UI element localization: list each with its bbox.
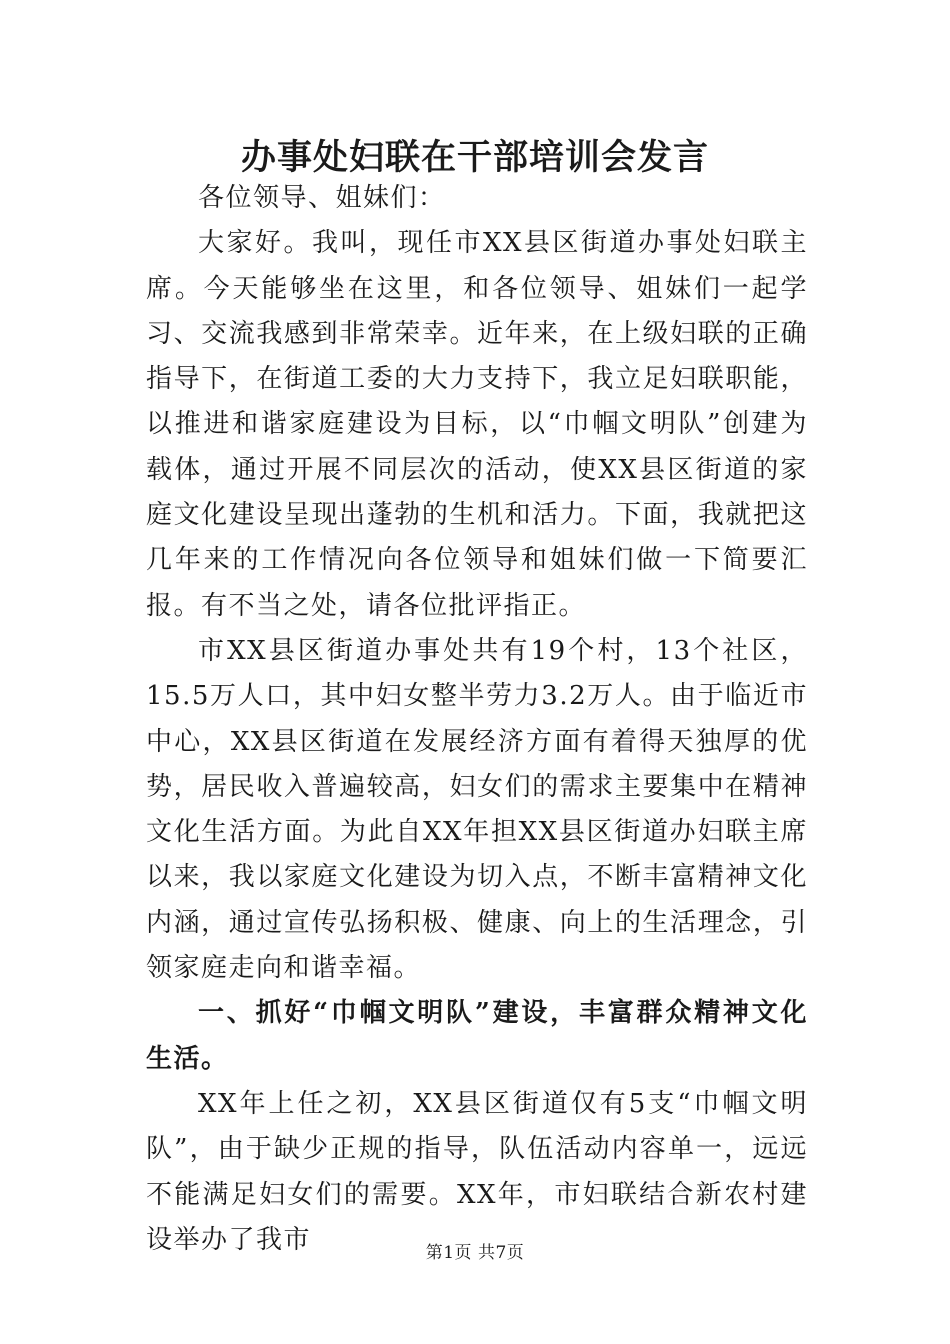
salutation-paragraph: 各位领导、姐妹们： (198, 183, 446, 213)
document-body (146, 176, 808, 1263)
page-number-footer: 第1页 共7页 (425, 1243, 525, 1263)
body-paragraph: XX年上任之初，XX县区街道仅有5支“巾帼文明队”，由于缺少正规的指导，队伍活动内容单一，远远不能满足妇女们的需要。XX年，市妇联结合新农村建设举办了我市 (146, 1088, 808, 1255)
body-paragraph: 市XX县区街道办事处共有19个村，13个社区，15.5万人口，其中妇女整半劳力3.2万人。由于临近市中心，XX县区街道在发展经济方面有着得天独厚的优势，居民收入普遍较高，妇女们的需求主要集中在精神文化生活方面。为此自XX年担XX县区街道办妇联主席以来，我以家庭文化建设为切入点，不断丰富精神文化内涵，通过宣传弘扬积极、健康、向上的生活理念，引领家庭走向和谐幸福。 (146, 635, 808, 984)
document-title: 办事处妇联在干部培训会发言 (240, 137, 709, 178)
section-heading: 一、抓好“巾帼文明队”建设，丰富群众精神文化生活。 (146, 998, 808, 1074)
body-paragraph: 大家好。我叫，现任市XX县区街道办事处妇联主席。今天能够坐在这里，和各位领导、姐妹们一起学习、交流我感到非常荣幸。近年来，在上级妇联的正确指导下，在街道工委的大力支持下，我立足妇联职能，以推进和谐家庭建设为目标，以“巾帼文明队”创建为载体，通过开展不同层次的活动，使XX县区街道的家庭文化建设呈现出蓬勃的生机和活力。下面，我就把这几年来的工作情况向各位领导和姐妹们做一下简要汇报。有不当之处，请各位批评指正。 (146, 228, 808, 621)
